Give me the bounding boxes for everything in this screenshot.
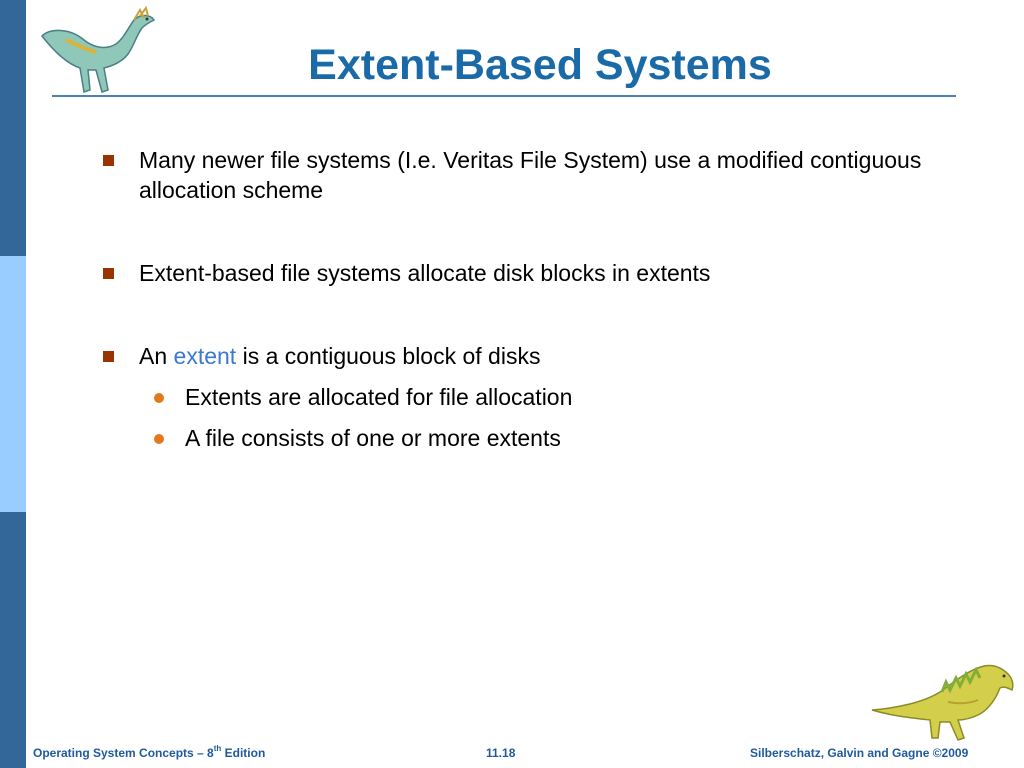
footer-book-edition: Edition (221, 746, 266, 760)
square-bullet-icon (103, 351, 114, 362)
left-bar-top (0, 0, 26, 256)
bullet-text-suffix: is a contiguous block of disks (236, 343, 541, 369)
footer-book-title (33, 746, 265, 760)
bullet-text: Extent-based file systems allocate disk blocks in extents (139, 260, 711, 286)
bullet-text-prefix: An (139, 343, 174, 369)
dinosaur-icon (36, 6, 158, 98)
bullet-text: Many newer file systems (I.e. Veritas File System) use a modified contiguous allocation scheme (139, 147, 922, 203)
page-number: 11.18 (486, 746, 516, 760)
sub-list-item (100, 382, 960, 412)
bullet-list (100, 145, 960, 453)
list-item (100, 258, 960, 288)
list-item (100, 145, 960, 205)
sub-bullet-text: A file consists of one or more extents (185, 425, 561, 451)
highlighted-term: extent (173, 343, 237, 369)
footer-authors: Silberschatz, Galvin and Gagne ©2009 (750, 746, 969, 760)
sub-list-item (100, 423, 960, 453)
footer-superscript: th (213, 744, 222, 753)
round-bullet-icon (154, 434, 164, 444)
list-item (100, 341, 960, 371)
sub-bullet-text: Extents are allocated for file allocation (185, 384, 573, 410)
square-bullet-icon (103, 155, 114, 166)
page-title: Extent-Based Systems (308, 41, 772, 89)
left-bar-bottom (0, 512, 26, 768)
footer-book-title-text: Operating System Concepts – 8 (33, 746, 214, 760)
title-divider (52, 95, 956, 97)
square-bullet-icon (103, 268, 114, 279)
dinosaur-icon (868, 658, 1018, 744)
left-bar-middle (0, 256, 26, 512)
round-bullet-icon (154, 393, 164, 403)
